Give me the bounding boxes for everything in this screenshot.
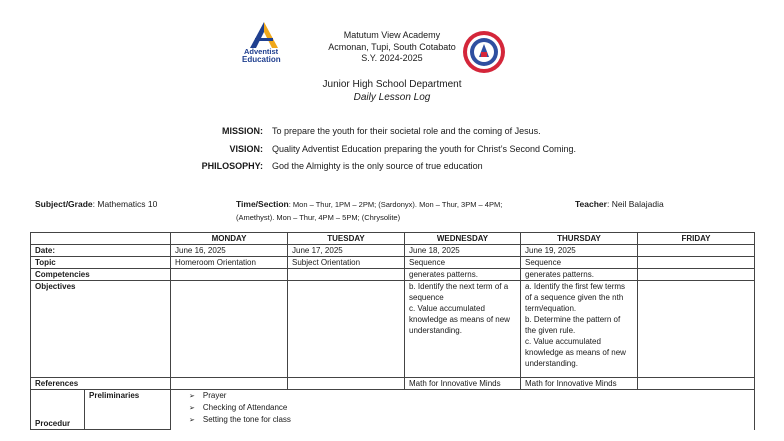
teacher-label: Teacher — [575, 199, 607, 209]
day-friday: FRIDAY — [638, 233, 755, 245]
subject-grade — [35, 198, 157, 210]
list-item: ➢ Setting the tone for class — [189, 414, 750, 426]
table-row — [31, 269, 755, 281]
table-header-row — [31, 233, 755, 245]
table-row — [31, 390, 755, 430]
school-header — [0, 30, 784, 65]
department-name: Junior High School Department — [322, 79, 462, 90]
teacher-value: : Neil Balajadia — [606, 199, 664, 209]
subject-label: Subject/Grade — [35, 199, 93, 209]
reference-cell — [288, 378, 405, 390]
philosophy-text: God the Almighty is the only source of true education — [272, 161, 483, 171]
department-title — [0, 78, 784, 104]
references-label: References — [31, 378, 171, 390]
vision-label: VISION: — [229, 144, 263, 154]
mission-label: MISSION: — [221, 126, 263, 136]
objective-item: a. Identify the first few terms of a sequence given the nth term/equation. — [525, 282, 626, 313]
vision-text: Quality Adventist Education preparing the youth for Christ’s Second Coming. — [272, 144, 577, 154]
competency-cell — [638, 269, 755, 281]
reference-cell — [638, 378, 755, 390]
time-section — [236, 198, 556, 224]
objective-cell — [171, 281, 288, 378]
competency-cell: generates patterns. — [521, 269, 638, 281]
day-monday: MONDAY — [171, 233, 288, 245]
procedure-label: Procedur — [31, 390, 85, 430]
logo-text-line1: Adventist — [244, 47, 279, 56]
day-wednesday: WEDNESDAY — [405, 233, 521, 245]
date-label: Date: — [31, 245, 171, 257]
list-item: ➢ Prayer — [189, 390, 750, 402]
objective-cell — [521, 281, 638, 378]
time-label: Time/Section — [236, 199, 289, 209]
lesson-log-table — [30, 232, 755, 430]
topic-cell: Sequence — [521, 257, 638, 269]
objective-item: b. Determine the pattern of the given rule. — [525, 315, 621, 335]
topic-cell — [638, 257, 755, 269]
table-row — [31, 378, 755, 390]
topic-cell: Homeroom Orientation — [171, 257, 288, 269]
competency-cell: generates patterns. — [405, 269, 521, 281]
objective-item: c. Value accumulated knowledge as means of new understanding. — [409, 304, 510, 335]
mission-text: To prepare the youth for their societal role and the coming of Jesus. — [272, 126, 541, 136]
list-item: ➢ Checking of Attendance — [189, 402, 750, 414]
table-row — [31, 281, 755, 378]
reference-cell: Math for Innovative Minds — [521, 378, 638, 390]
date-cell: June 16, 2025 — [171, 245, 288, 257]
preliminaries-label: Preliminaries — [85, 390, 171, 430]
competency-cell — [171, 269, 288, 281]
day-thursday: THURSDAY — [521, 233, 638, 245]
preliminaries-list — [175, 390, 750, 426]
reference-cell — [171, 378, 288, 390]
philosophy-label: PHILOSOPHY: — [201, 161, 263, 171]
objective-cell — [288, 281, 405, 378]
time-value-1: : Mon – Thur, 1PM – 2PM; (Sardonyx). Mon – Thur, 3PM – 4PM; — [288, 200, 503, 209]
objectives-label: Objectives — [31, 281, 171, 378]
day-tuesday: TUESDAY — [288, 233, 405, 245]
time-value-2: (Amethyst). Mon – Thur, 4PM – 5PM; (Chrysolite) — [236, 213, 401, 222]
preliminaries-cell — [171, 390, 755, 430]
school-year: S.Y. 2024-2025 — [361, 53, 423, 63]
table-row — [31, 245, 755, 257]
header-blank-cell — [31, 233, 171, 245]
competency-cell — [288, 269, 405, 281]
objective-item: b. Identify the next term of a sequence — [409, 282, 509, 302]
objective-cell — [638, 281, 755, 378]
reference-cell: Math for Innovative Minds — [405, 378, 521, 390]
date-cell — [638, 245, 755, 257]
school-name: Matutum View Academy — [343, 30, 441, 40]
topic-cell: Subject Orientation — [288, 257, 405, 269]
competencies-label: Competencies — [31, 269, 171, 281]
topic-label: Topic — [31, 257, 171, 269]
objective-item: c. Value accumulated knowledge as means of new understanding. — [525, 337, 626, 368]
date-cell: June 18, 2025 — [405, 245, 521, 257]
school-address: Acmonan, Tupi, South Cotabato — [328, 41, 456, 52]
subject-value: : Mathematics 10 — [92, 199, 158, 209]
date-cell: June 17, 2025 — [288, 245, 405, 257]
objective-cell — [405, 281, 521, 378]
teacher — [575, 198, 664, 210]
document-type: Daily Lesson Log — [353, 92, 431, 103]
table-row — [31, 257, 755, 269]
topic-cell: Sequence — [405, 257, 521, 269]
logo-text-line2: Education — [242, 55, 281, 64]
date-cell: June 19, 2025 — [521, 245, 638, 257]
